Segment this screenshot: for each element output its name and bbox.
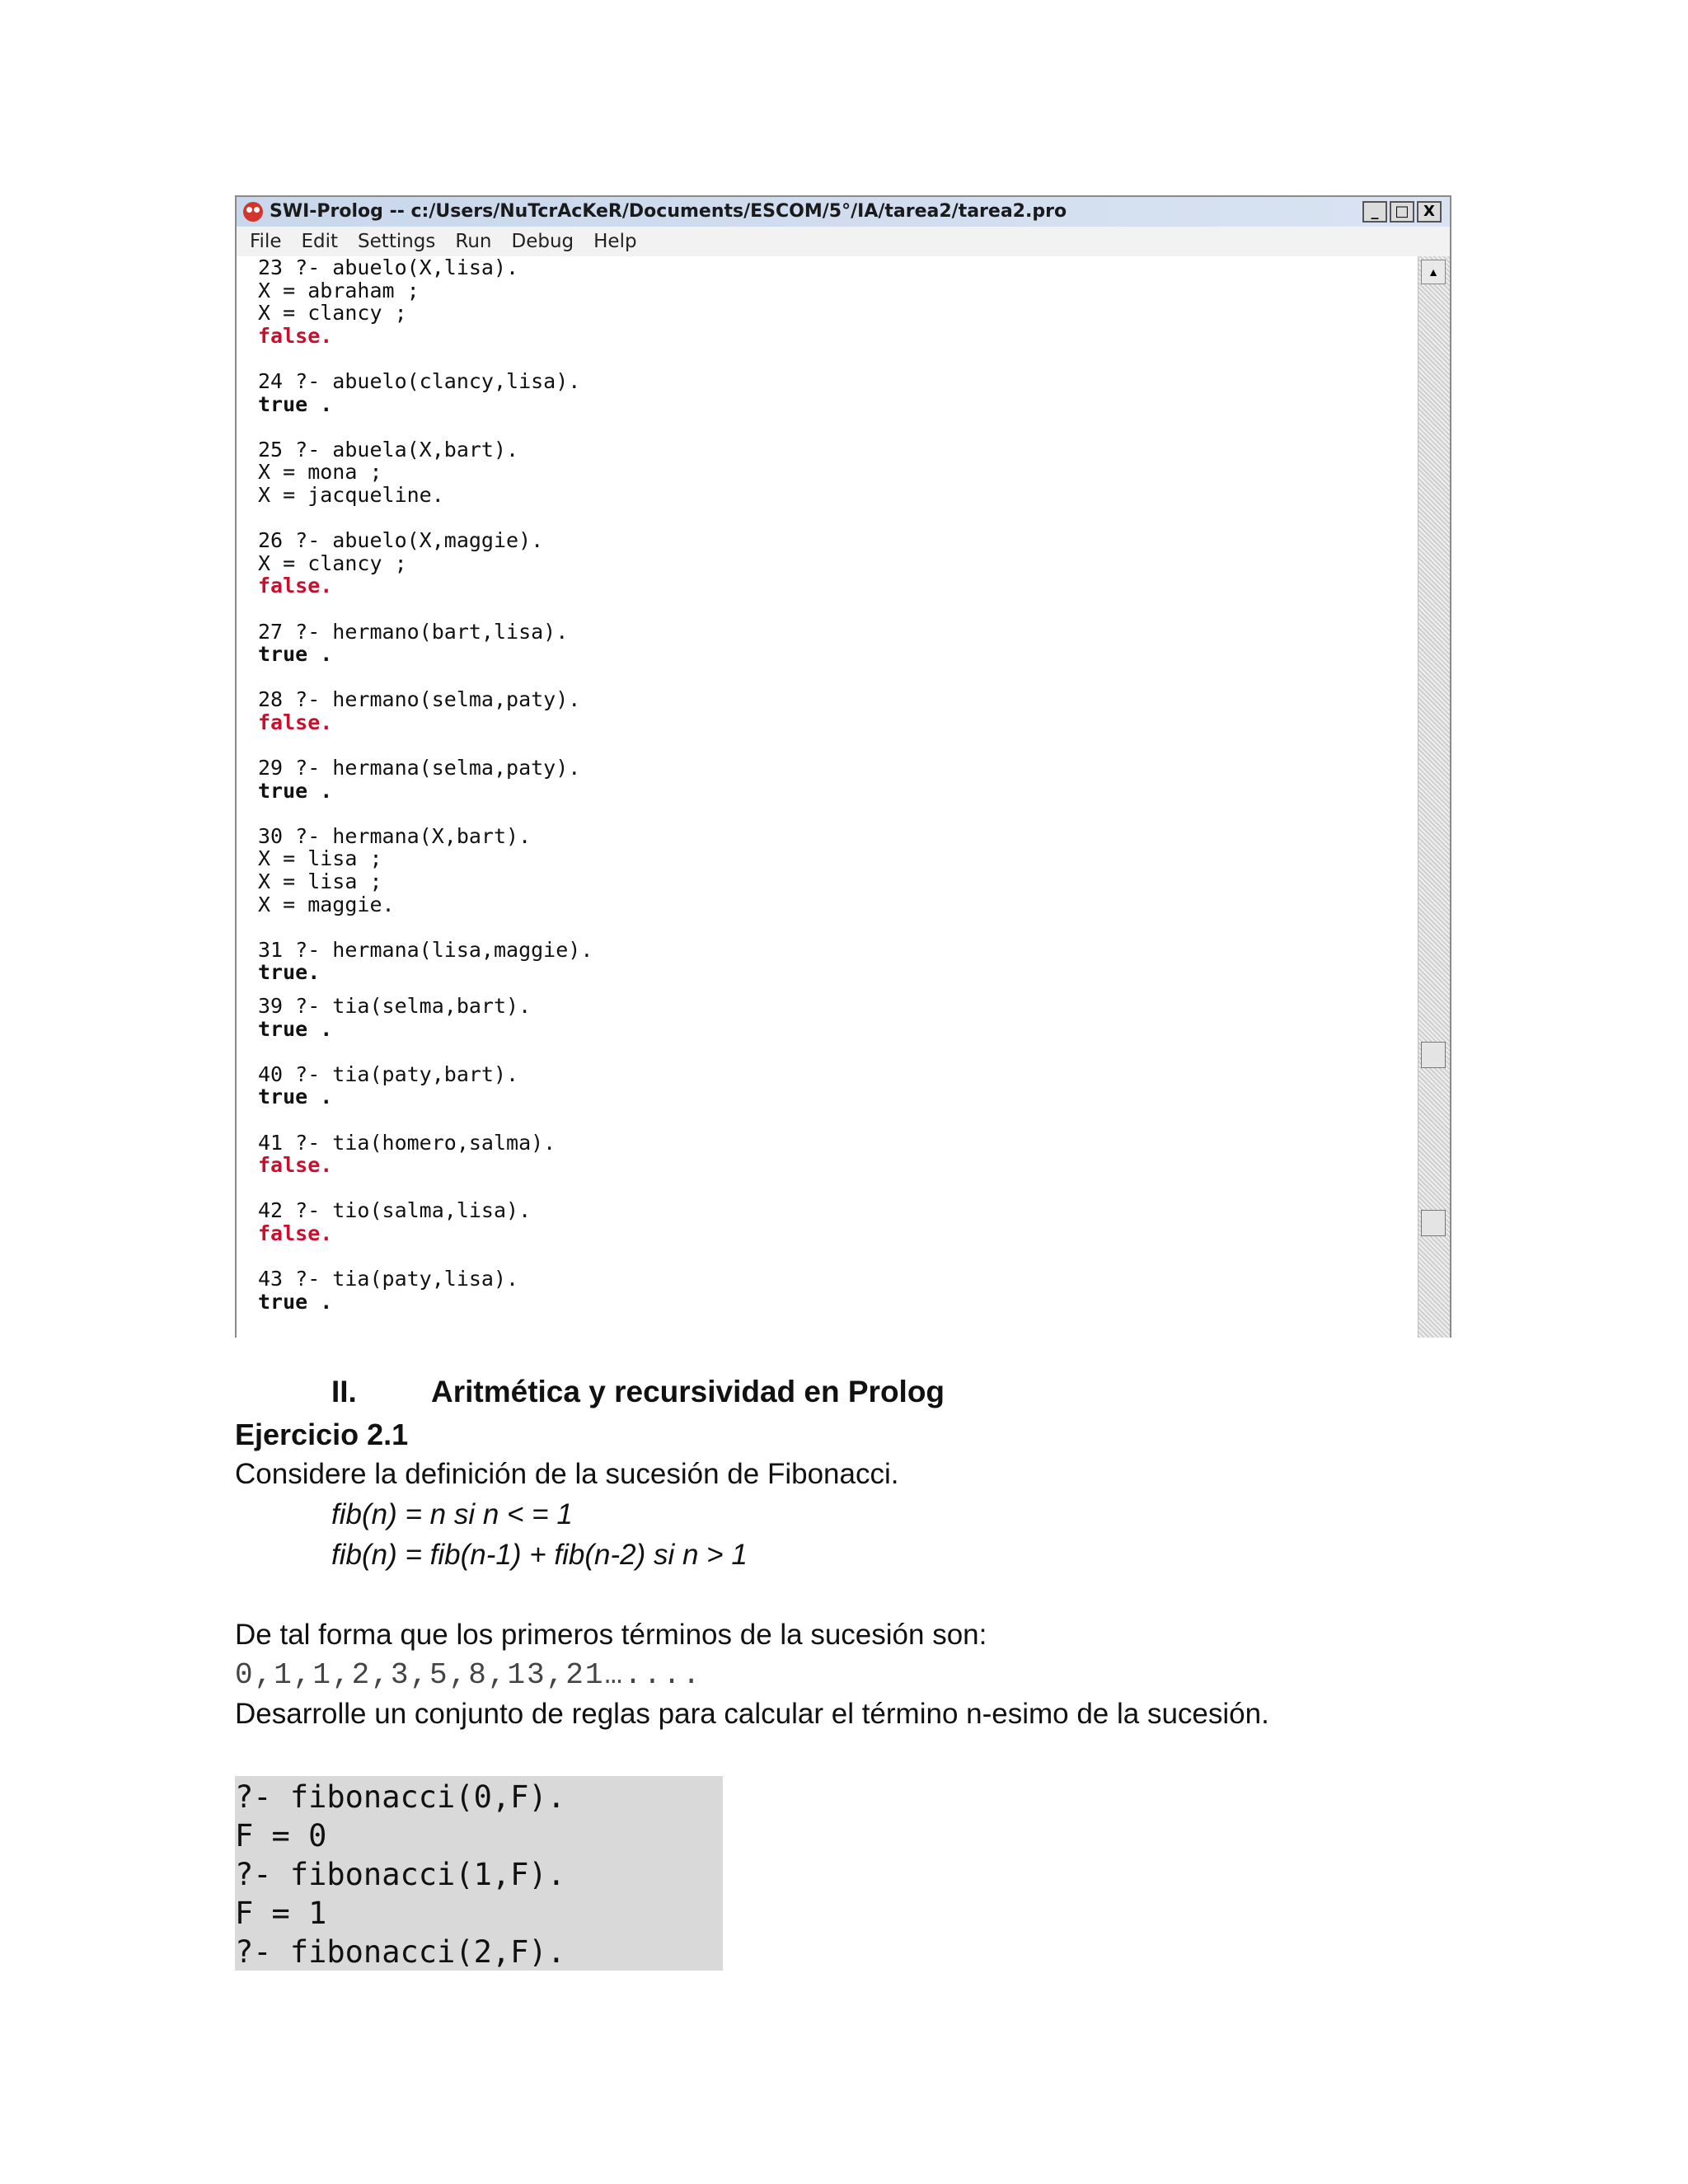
- console-result-line: false.: [258, 1221, 333, 1245]
- minimize-button[interactable]: _: [1362, 201, 1387, 223]
- console-query-line: 30 ?- hermana(X,bart).: [258, 823, 532, 848]
- console-result-line: true .: [258, 642, 333, 667]
- console-result-line: true.: [258, 960, 321, 985]
- console-query-line: 40 ?- tia(paty,bart).: [258, 1062, 519, 1086]
- console-blank-line: [258, 598, 1418, 621]
- console-query-line: 39 ?- tia(selma,bart).: [258, 994, 532, 1018]
- code-line: ?- fibonacci(1,F).: [235, 1857, 565, 1892]
- menu-debug[interactable]: Debug: [511, 231, 574, 252]
- terms-intro: De tal forma que los primeros términos de la sucesión son:: [235, 1619, 987, 1651]
- swi-prolog-owl-icon: [243, 202, 263, 222]
- console-result-line: true .: [258, 391, 333, 416]
- close-button[interactable]: X: [1417, 201, 1442, 223]
- console-query-line: 25 ?- abuela(X,bart).: [258, 437, 519, 462]
- console-blank-line: [258, 802, 1418, 825]
- console-blank-line: [258, 916, 1418, 939]
- console-query-line: 31 ?- hermana(lisa,maggie).: [258, 937, 593, 962]
- scroll-thumb[interactable]: [1421, 1042, 1446, 1068]
- menu-run[interactable]: Run: [455, 231, 492, 252]
- console-query-line: 24 ?- abuelo(clancy,lisa).: [258, 368, 581, 393]
- code-line: F = 0: [235, 1818, 327, 1854]
- console-binding-line: X = lisa ;: [258, 846, 382, 871]
- console-query-line: 29 ?- hermana(selma,paty).: [258, 756, 581, 780]
- code-line: ?- fibonacci(2,F).: [235, 1934, 565, 1970]
- console-query-line: 27 ?- hermano(bart,lisa).: [258, 619, 569, 644]
- console-blank-line: [258, 1245, 1418, 1268]
- console-result-line: true .: [258, 1289, 333, 1314]
- window-controls: [1362, 201, 1442, 223]
- console-blank-line: [258, 415, 1418, 438]
- console-result-line: true .: [258, 778, 333, 803]
- console-query-line: 23 ?- abuelo(X,lisa).: [258, 255, 519, 279]
- console-binding-line: X = lisa ;: [258, 869, 382, 894]
- console-result-line: false.: [258, 710, 333, 734]
- console-blank-line: [258, 666, 1418, 689]
- formula-recursive-case: fib(n) = fib(n-1) + fib(n-2) si n > 1: [331, 1539, 748, 1571]
- console-binding-line: X = mona ;: [258, 460, 382, 485]
- console-blank-line: [258, 347, 1418, 370]
- section-title: Aritmética y recursividad en Prolog: [431, 1375, 945, 1408]
- menu-help[interactable]: Help: [593, 231, 637, 252]
- console-query-line: 42 ?- tio(salma,lisa).: [258, 1198, 532, 1223]
- vertical-scrollbar[interactable]: [1418, 256, 1450, 1338]
- code-line: F = 1: [235, 1896, 327, 1931]
- console-result-line: false.: [258, 574, 333, 598]
- console-blank-line: [258, 1040, 1418, 1063]
- exercise-intro: Considere la definición de la sucesión de Fibonacci.: [235, 1458, 899, 1490]
- exercise-task: Desarrolle un conjunto de reglas para calcular el término n-esimo de la sucesión.: [235, 1698, 1269, 1730]
- console-result-line: false.: [258, 323, 333, 348]
- console-query-line: 43 ?- tia(paty,lisa).: [258, 1267, 519, 1291]
- swi-prolog-window: [235, 195, 1451, 1338]
- window-title: SWI-Prolog -- c:/Users/NuTcrAcKeR/Documents/ESCOM/5°/IA/tarea2/tarea2.pro: [270, 201, 1067, 222]
- exercise-title: Ejercicio 2.1: [235, 1418, 409, 1451]
- scroll-thumb-secondary[interactable]: [1421, 1210, 1446, 1236]
- console-result-line: true .: [258, 1085, 333, 1109]
- console-binding-line: X = jacqueline.: [258, 482, 444, 507]
- fibonacci-sequence: 0,1,1,2,3,5,8,13,21…....: [235, 1658, 702, 1692]
- code-example-box: [235, 1776, 723, 1971]
- console-blank-line: [258, 1177, 1418, 1200]
- console-result-line: true .: [258, 1016, 333, 1041]
- menu-file[interactable]: File: [250, 231, 282, 252]
- formula-base-case: fib(n) = n si n < = 1: [331, 1498, 573, 1530]
- console-binding-line: X = clancy ;: [258, 301, 407, 326]
- menu-settings[interactable]: Settings: [358, 231, 436, 252]
- console-blank-line: [258, 733, 1418, 757]
- console-binding-line: X = maggie.: [258, 892, 395, 916]
- console-binding-line: X = clancy ;: [258, 551, 407, 575]
- console-binding-line: X = abraham ;: [258, 278, 420, 302]
- maximize-button[interactable]: □: [1390, 201, 1414, 223]
- console-query-line: 26 ?- abuelo(X,maggie).: [258, 528, 544, 553]
- window-titlebar[interactable]: [237, 197, 1450, 227]
- code-line: ?- fibonacci(0,F).: [235, 1779, 565, 1815]
- scroll-up-arrow-icon[interactable]: ▲: [1421, 260, 1446, 284]
- console-output[interactable]: [237, 256, 1418, 1338]
- console-query-line: 41 ?- tia(homero,salma).: [258, 1130, 556, 1155]
- console-result-line: false.: [258, 1153, 333, 1178]
- console-blank-line: [258, 507, 1418, 530]
- console-query-line: 28 ?- hermano(selma,paty).: [258, 687, 581, 712]
- section-number: II.: [331, 1375, 357, 1408]
- menu-edit[interactable]: Edit: [301, 231, 339, 252]
- menu-bar: [237, 227, 1450, 256]
- console-blank-line: [258, 1108, 1418, 1132]
